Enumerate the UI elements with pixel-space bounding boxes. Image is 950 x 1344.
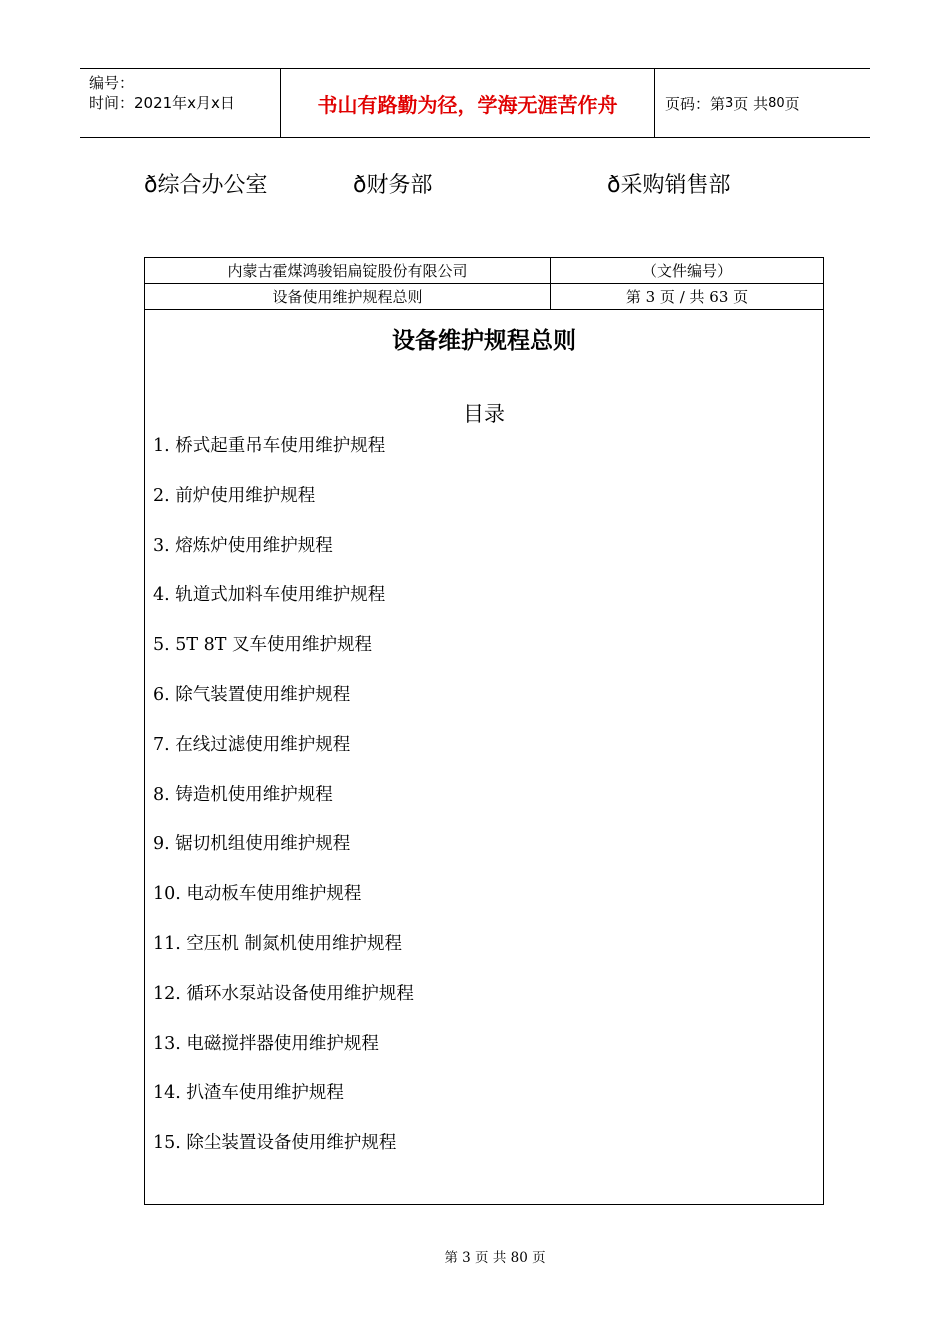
toc-item[interactable]: 5. 5T 8T 叉车使用维护规程 [153,635,372,656]
doc-page-info: 第 3 页 / 共 63 页 [625,288,749,306]
frame-row-docname [145,284,823,310]
header-meta-cell [80,69,281,137]
toc-item[interactable]: 13. 电磁搅拌器使用维护规程 [153,1033,379,1054]
toc-item[interactable]: 9. 锯切机组使用维护规程 [153,834,351,855]
page-header-table [80,68,870,138]
toc-item[interactable]: 14. 扒渣车使用维护规程 [153,1083,344,1104]
header-page-counter [655,69,870,137]
page-footer: 第 3 页 共 80 页 [444,1250,546,1266]
page-prefix: 页码：第 [665,94,726,113]
doc-name: 设备使用维护规程总则 [145,284,551,309]
page-number: 3 [725,95,734,111]
department-label: 采购销售部 [620,173,731,198]
toc-item[interactable]: 1. 桥式起重吊车使用维护规程 [153,436,386,456]
toc-item[interactable]: 15. 除尘装置设备使用维护规程 [153,1133,397,1154]
department-label: 综合办公室 [157,173,268,198]
doc-number: （文件编号） [641,262,732,280]
number-label: 编号： [89,74,135,92]
frame-row-company [145,258,823,284]
time-label: 时间：2021年x月x日 [89,94,235,112]
department-label: 财务部 [366,173,433,198]
toc-item[interactable]: 7. 在线过滤使用维护规程 [153,734,351,755]
header-motto: 书山有路勤为径，学海无涯苦作舟 [281,69,655,137]
toc-item[interactable]: 11. 空压机 制氮机使用维护规程 [153,933,402,954]
toc-heading: 目录 [463,402,505,426]
department-option-office[interactable] [144,168,267,199]
checkbox-glyph: ð [607,173,621,198]
table-of-contents [153,434,414,1181]
department-option-purchasing[interactable] [607,168,730,199]
toc-item[interactable]: 10. 电动板车使用维护规程 [153,884,362,905]
page-suffix: 页 [784,94,800,113]
checkbox-glyph: ð [353,173,367,198]
toc-item[interactable]: 12. 循环水泵站设备使用维护规程 [153,983,414,1004]
toc-item[interactable]: 6. 除气装置使用维护规程 [153,684,351,705]
company-name: 内蒙古霍煤鸿骏铝扁锭股份有限公司 [145,258,551,283]
toc-item[interactable]: 3. 熔炼炉使用维护规程 [153,535,333,556]
department-options [0,168,950,198]
checkbox-glyph: ð [144,173,158,198]
toc-item[interactable]: 2. 前炉使用维护规程 [153,485,316,506]
page-total: 80 [768,95,785,111]
toc-item[interactable]: 4. 轨道式加料车使用维护规程 [153,585,386,606]
document-title: 设备维护规程总则 [392,328,576,354]
document-frame [144,257,824,1205]
toc-item[interactable]: 8. 铸造机使用维护规程 [153,784,333,805]
department-option-finance[interactable] [353,168,432,199]
page-mid: 页 共 [733,94,769,113]
